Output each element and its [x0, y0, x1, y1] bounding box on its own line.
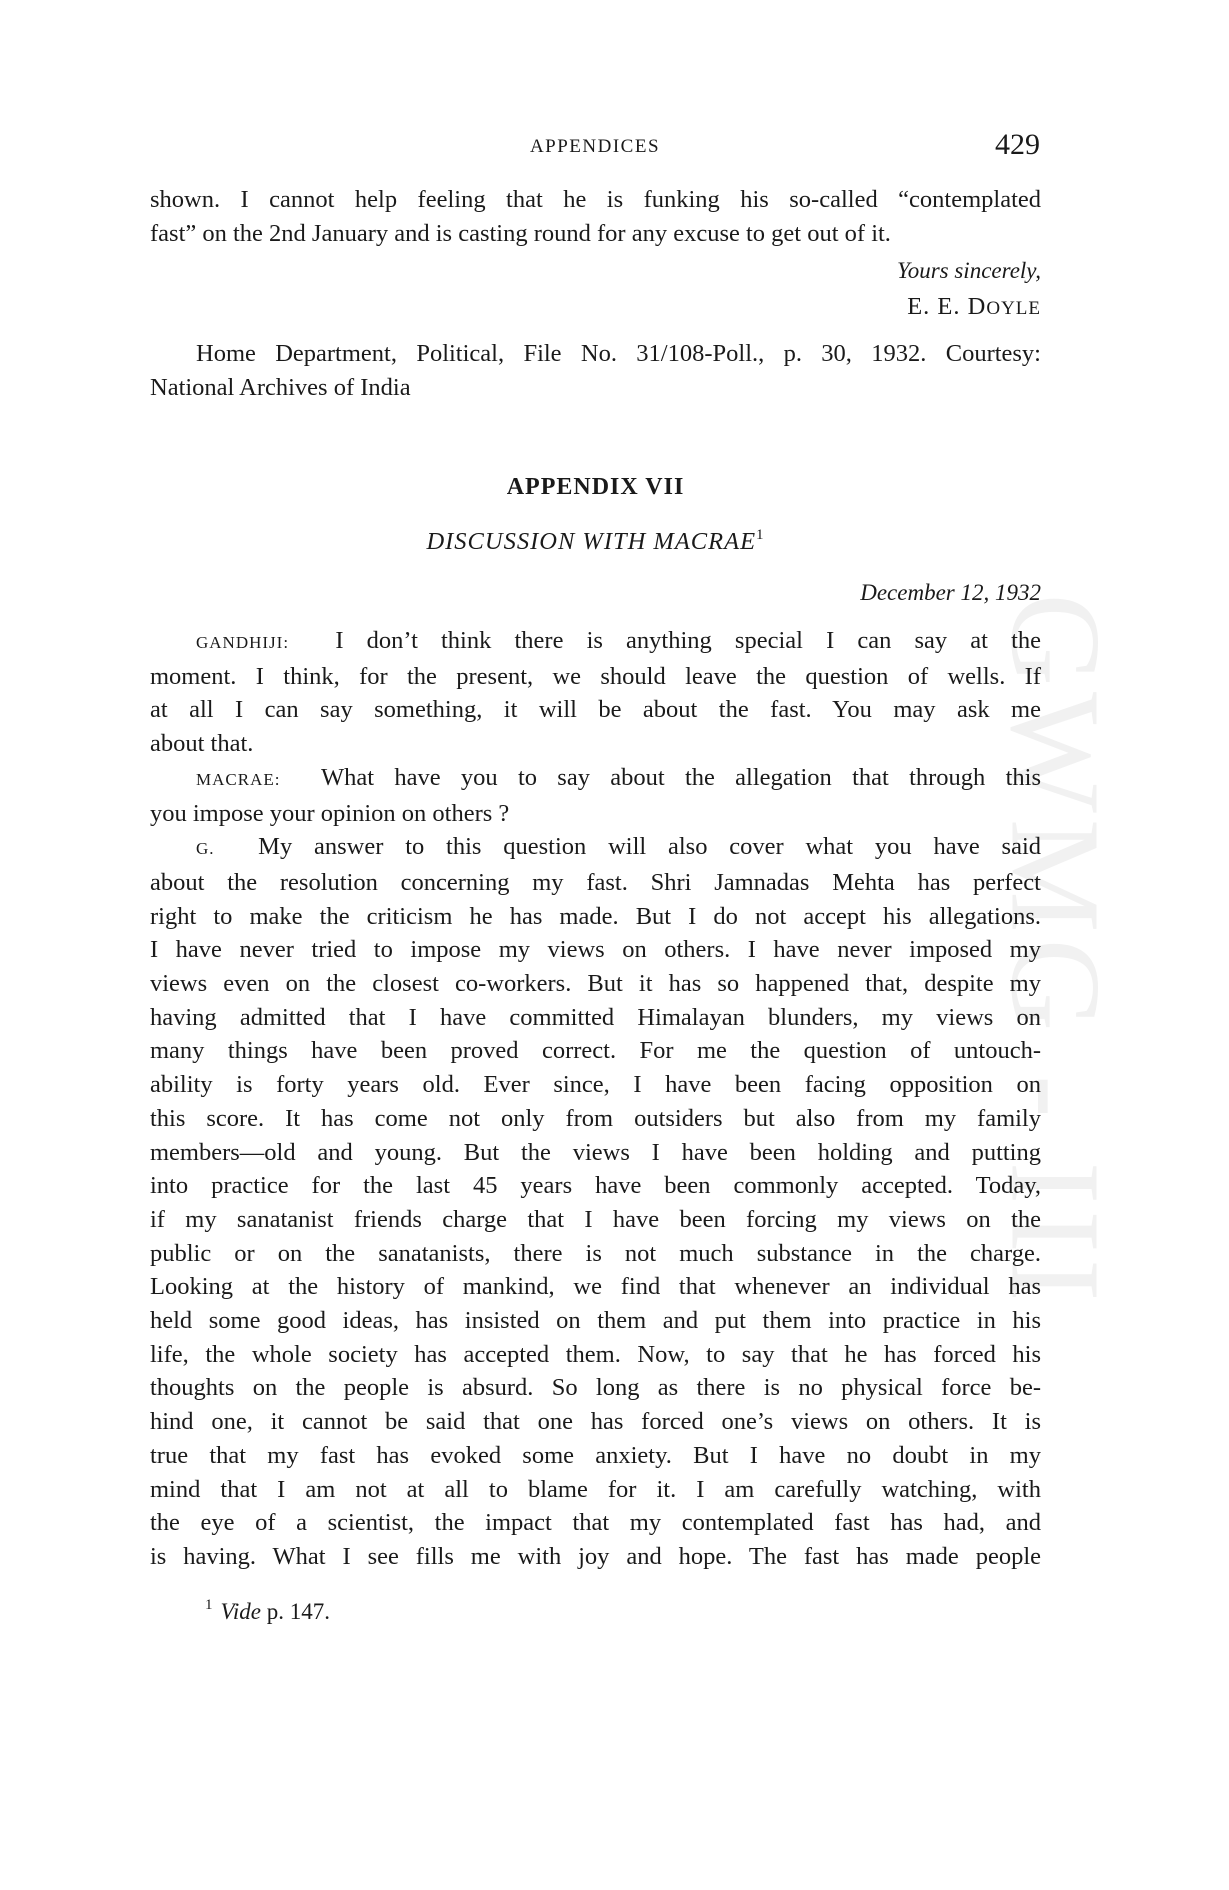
footnote-mark: 1 — [205, 1597, 213, 1613]
appendix-subtitle-text: DISCUSSION WITH MACRAE — [426, 528, 757, 555]
text-line: about that. — [150, 730, 254, 758]
text-line: the eye of a scientist, the impact that my contemplated fast has had, and — [150, 1509, 1041, 1537]
text-line: into practice for the last 45 years have been commonly accepted. Today, — [150, 1172, 1041, 1200]
text-line: I have never tried to impose my views on others. I have never imposed my — [150, 936, 1041, 964]
text-line: shown. I cannot help feeling that he is funking his so-called “contemplated — [150, 186, 1041, 213]
footnote-italic: Vide — [220, 1599, 261, 1624]
text-line: this score. It has come not only from outsiders but also from my family — [150, 1104, 1041, 1132]
text-line: about the resolution concerning my fast. Shri Jamnadas Mehta has perfect — [150, 868, 1041, 896]
text-line: held some good ideas, has insisted on them and put them into practice in his — [150, 1307, 1041, 1335]
text-line: Home Department, Political, File No. 31/108-Poll., p. 30, 1932. Courtesy: — [196, 340, 1041, 367]
text-line: at all I can say something, it will be about the fast. You may ask me — [150, 696, 1041, 724]
page-header — [150, 128, 1040, 168]
footnote-ref: 1 — [756, 527, 765, 543]
text-line: moment. I think, for the present, we should leave the question of wells. If — [150, 662, 1041, 690]
appendix-title: APPENDIX VII — [506, 474, 685, 500]
text-line: hind one, it cannot be said that one has forced one’s views on others. It is — [150, 1408, 1041, 1436]
signature-initials: E. E. D — [907, 293, 987, 321]
page-number: 429 — [995, 128, 1040, 161]
text-line: mind that I am not at all to blame for it. I am carefully watching, with — [150, 1475, 1041, 1503]
text-line: National Archives of India — [150, 373, 411, 401]
text-line: true that my fast has evoked some anxiety. But I have no doubt in my — [150, 1441, 1041, 1469]
signature-surname: OYLE — [986, 298, 1041, 320]
text-line: life, the whole society has accepted them. Now, to say that he has forced his — [150, 1340, 1041, 1368]
speaker-label: G. — [196, 839, 215, 859]
footnote — [205, 1597, 330, 1625]
text-line: having admitted that I have committed Himalayan blunders, my views on — [150, 1003, 1041, 1031]
text-line: you impose your opinion on others ? — [150, 799, 510, 827]
appendix-date: December 12, 1932 — [860, 580, 1041, 605]
text-line: thoughts on the people is absurd. So long as there is no physical force be- — [150, 1374, 1041, 1402]
speaker-label: GANDHIJI: — [196, 633, 290, 652]
text-line: views even on the closest co-workers. But it has so happened that, despite my — [150, 970, 1041, 998]
footnote-text: p. 147. — [260, 1599, 330, 1624]
text-line: public or on the sanatanists, there is not much substance in the charge. — [150, 1239, 1041, 1267]
text-line: members—old and young. But the views I have been holding and putting — [150, 1138, 1041, 1166]
watermark-text: GWMG - III — [984, 593, 1127, 1307]
dialogue — [150, 624, 1041, 1574]
text-line: is having. What I see fills me with joy and hope. The fast has made people — [150, 1542, 1041, 1570]
letter-closing: Yours sincerely, — [897, 258, 1041, 284]
source-note — [150, 337, 1041, 404]
text-line: GANDHIJI: I don’t think there is anything special I can say at the — [196, 627, 1042, 654]
text-line: right to make the criticism he has made. But I do not accept his allegations. — [150, 902, 1041, 930]
speaker-label: MACRAE: — [196, 769, 281, 789]
appendix-subtitle — [150, 527, 1041, 556]
text-line: if my sanatanist friends charge that I have been forcing my views on the — [150, 1205, 1041, 1233]
text-line: ability is forty years old. Ever since, I have been facing opposition on — [150, 1071, 1041, 1099]
running-head: APPENDICES — [529, 136, 661, 157]
text-line: many things have been proved correct. For me the question of untouch- — [150, 1037, 1041, 1065]
text-line: G. My answer to this question will also cover what you have said — [196, 833, 1041, 861]
letter-signature — [150, 290, 1041, 326]
text-line: fast” on the 2nd January and is casting round for any excuse to get out of it. — [150, 219, 891, 247]
text-line: MACRAE: What have you to say about the allegation that through this — [196, 763, 1041, 791]
letter-end — [150, 183, 1041, 326]
text-line: Looking at the history of mankind, we find that whenever an individual has — [150, 1273, 1041, 1301]
